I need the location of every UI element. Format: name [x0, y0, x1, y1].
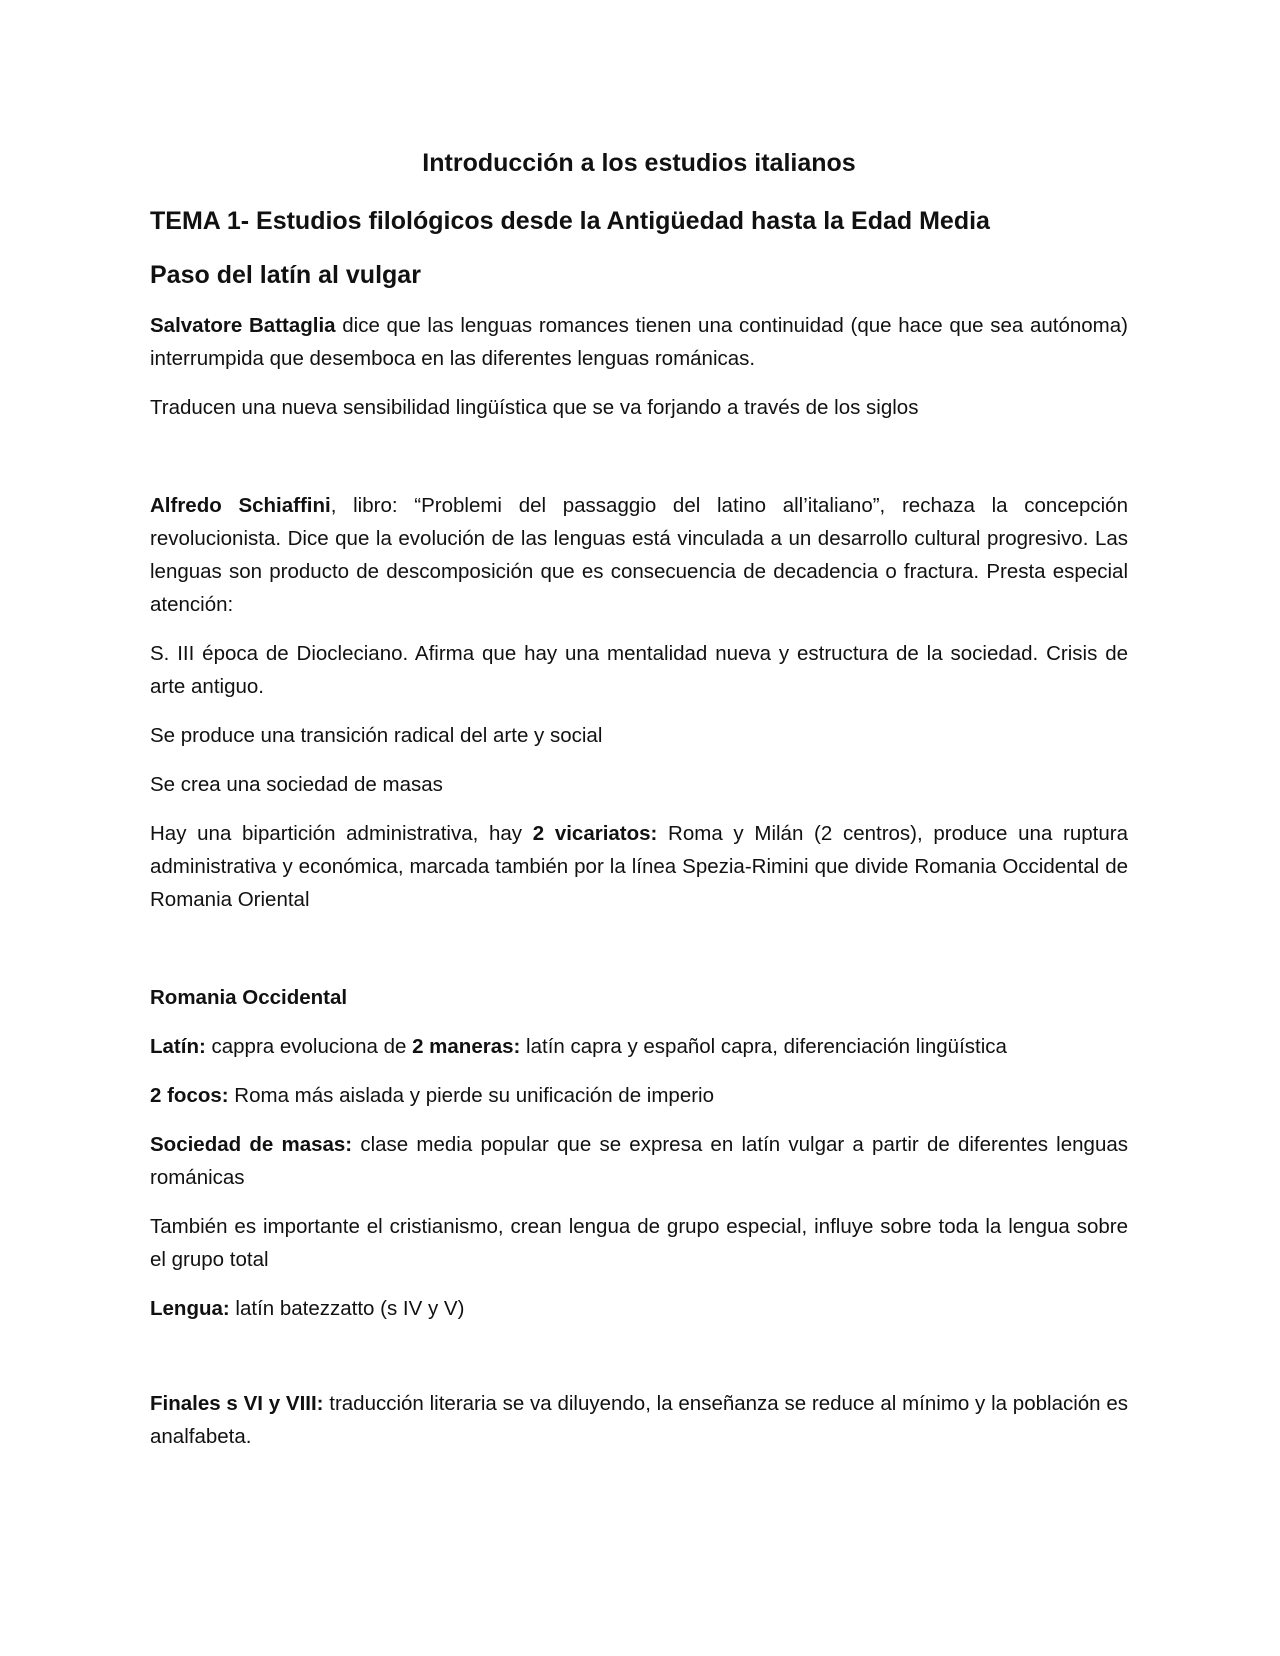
- paragraph-sociedad-masas: Se crea una sociedad de masas: [150, 773, 443, 796]
- paragraph-battaglia: [150, 309, 1128, 375]
- spacer: [150, 440, 1128, 489]
- bold-term: 2 maneras:: [412, 1035, 521, 1058]
- bold-term: 2 focos:: [150, 1084, 229, 1107]
- document-title: Introducción a los estudios italianos: [422, 149, 856, 177]
- paragraph-finales: [150, 1387, 1128, 1453]
- paragraph-transicion: Se produce una transición radical del arte y social: [150, 724, 603, 747]
- bold-term: Latín:: [150, 1035, 206, 1058]
- tema-heading: TEMA 1- Estudios filológicos desde la Antigüedad hasta la Edad Media: [150, 207, 990, 235]
- document-page: [150, 148, 1128, 1469]
- paragraph-text: Roma y Milán (2 centros), produce una ruptura administrativa y económica, marcada también por la línea Spezia-Rimini que divide Romania Occidental de Romania Oriental: [150, 822, 1128, 911]
- paragraph-lengua: [150, 1292, 1128, 1325]
- author-name: Salvatore Battaglia: [150, 314, 336, 337]
- paragraph-text: , libro: “Problemi del passaggio del latino all’italiano”, rechaza la concepción revolucionista. Dice que la evolución de las lenguas está vinculada a un desarrollo cultural progresivo. Las lenguas son producto de descomposición que es consecuencia de decadencia o fractura. Presta especial atención:: [150, 494, 1128, 616]
- paragraph-cristianismo: También es importante el cristianismo, crean lengua de grupo especial, influye sobre toda la lengua sobre el grupo total: [150, 1215, 1128, 1271]
- sub-heading-text: Romania Occidental: [150, 986, 348, 1009]
- paragraph-focos: [150, 1079, 1128, 1112]
- paragraph-text: latín capra y español capra, diferenciación lingüística: [520, 1035, 1007, 1058]
- spacer: [150, 932, 1128, 981]
- section-heading: Paso del latín al vulgar: [150, 261, 421, 289]
- paragraph-text: cappra evoluciona de: [205, 1035, 413, 1058]
- bold-term: 2 vicariatos:: [532, 822, 658, 845]
- sub-heading-romania-occidental: [150, 981, 1128, 1014]
- paragraph-schiaffini: [150, 489, 1128, 621]
- bold-term: Lengua:: [150, 1297, 230, 1320]
- paragraph-text: clase media popular que se expresa en latín vulgar a partir de diferentes lenguas románicas: [150, 1133, 1128, 1189]
- bold-term: Finales s VI y VIII:: [150, 1392, 324, 1415]
- author-name: Alfredo Schiaffini: [150, 494, 331, 517]
- paragraph-text: Hay una bipartición administrativa, hay: [150, 822, 533, 845]
- spacer: [150, 1341, 1128, 1387]
- paragraph-sociedad: [150, 1128, 1128, 1194]
- paragraph-text: traducción literaria se va diluyendo, la enseñanza se reduce al mínimo y la población es analfabeta.: [150, 1392, 1128, 1448]
- paragraph-text: latín batezzatto (s IV y V): [229, 1297, 465, 1320]
- paragraph-text: Roma más aislada y pierde su unificación de imperio: [228, 1084, 715, 1107]
- paragraph-diocleciano: S. III época de Diocleciano. Afirma que hay una mentalidad nueva y estructura de la sociedad. Crisis de arte antiguo.: [150, 642, 1128, 698]
- paragraph-biparticion: [150, 817, 1128, 916]
- paragraph-sensibilidad: Traducen una nueva sensibilidad lingüística que se va forjando a través de los siglos: [150, 396, 919, 419]
- paragraph-latin: [150, 1030, 1128, 1063]
- bold-term: Sociedad de masas:: [150, 1133, 353, 1156]
- paragraph-text: dice que las lenguas romances tienen una continuidad (que hace que sea autónoma) interrumpida que desemboca en las diferentes lenguas románicas.: [150, 314, 1128, 370]
